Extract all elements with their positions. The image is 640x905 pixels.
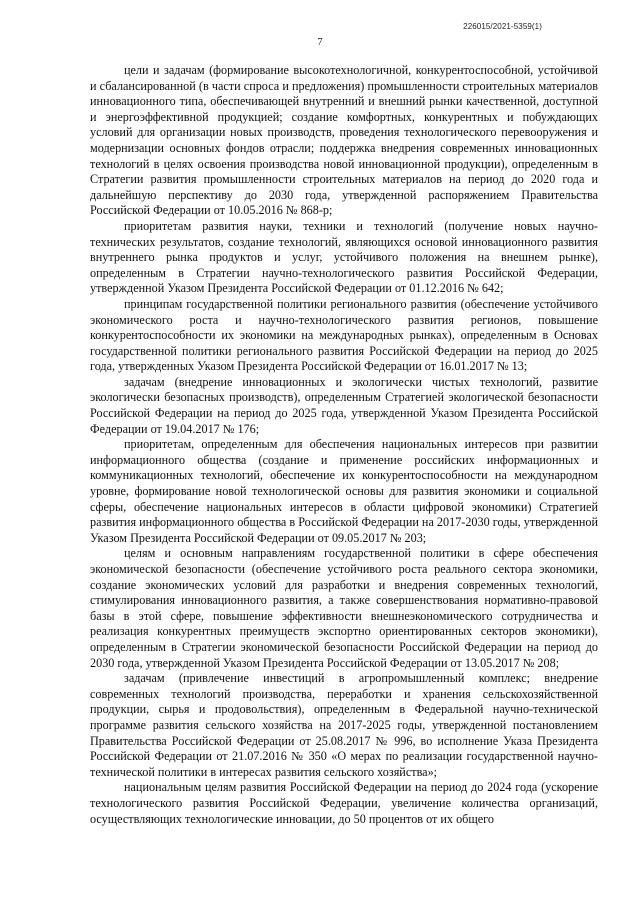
- paragraph-agriculture-program: задачам (привлечение инвестиций в агропромышленный комплекс; внедрение современных технологий производства, переработки и хранения сельскохозяйственной продукции, сырья и продовольствия), определенным в Федеральной научно-технической программе развития сельского хозяйства на 2017-2025 годы, утвержденной постановлением Правительства Российской Федерации от 25.08.2017 № 996, во исполнение Указа Президента Российской Федерации от 21.07.2016 № 350 «О мерах по реализации государственной научно-технической политики в интересах развития сельского хозяйства»;: [90, 671, 598, 779]
- document-id: 226015/2021-5359(1): [463, 22, 542, 31]
- paragraph-economic-security: целям и основным направлениям государственной политики в сфере обеспечения экономической безопасности (обеспечение устойчивого роста реального сектора экономики, создание экономических условий для разработки и внедрения современных технологий, стимулирования инновационного развития, а также совершенствования нормативно-правовой базы в этой сфере, повышение эффективности внешнеэкономического сотрудничества и реализация конкурентных преимуществ экспортно ориентированных секторов экономики), определенным в Стратегии экономической безопасности Российской Федерации на период до 2030 года, утвержденной Указом Президента Российской Федерации от 13.05.2017 № 208;: [90, 546, 598, 670]
- document-body: [90, 63, 598, 827]
- paragraph-science-technology-strategy: приоритетам развития науки, техники и технологий (получение новых научно-технических результатов, создание технологий, являющихся основой инновационного развития внутреннего рынка продуктов и услуг, устойчивого положения на внешнем рынке), определенным в Стратегии научно-технологического развития Российской Федерации, утвержденной Указом Президента Российской Федерации от 01.12.2016 № 642;: [90, 218, 598, 296]
- page-number: 7: [317, 36, 323, 48]
- paragraph-national-goals: национальным целям развития Российской Федерации на период до 2024 года (ускорение технологического развития Российской Федерации, увеличение количества организаций, осуществляющих технологические инновации, до 50 процентов от их общего: [90, 780, 598, 826]
- paragraph-regional-policy: принципам государственной политики регионального развития (обеспечение устойчивого экономического роста и научно-технологического развития регионов, повышение конкурентоспособности их экономики на международных рынках), определенным в Основах государственной политики регионального развития Российской Федерации на период до 2025 года, утвержденных Указом Президента Российской Федерации от 16.01.2017 № 13;: [90, 296, 598, 374]
- paragraph-information-society: приоритетам, определенным для обеспечения национальных интересов при развитии информационного общества (создание и применение российских информационных и коммуникационных технологий, обеспечение их конкурентоспособности на международном уровне, формирование новой технологической основы для развития экономики и социальной сферы, обеспечение национальных интересов в области цифровой экономики) Стратегией развития информационного общества в Российской Федерации на 2017-2030 годы, утвержденной Указом Президента Российской Федерации от 09.05.2017 № 203;: [90, 437, 598, 545]
- paragraph-building-materials-strategy: цели и задачам (формирование высокотехнологичной, конкурентоспособной, устойчивой и сбалансированной (в части спроса и предложения) промышленности строительных материалов инновационного типа, обеспечивающей внутренний и внешний рынки качественной, доступной и энергоэффективной продукцией; создание комфортных, конкурентных и побуждающих условий для организации новых производств, проведения технологического перевооружения и модернизации основных фондов отрасли; поддержка внедрения современных инновационных технологий в целях освоения производства новой инновационной продукции), определенным в Стратегии развития промышленности строительных материалов на период до 2020 года и дальнейшую перспективу до 2030 года, утвержденной распоряжением Правительства Российской Федерации от 10.05.2016 № 868-р;: [90, 63, 598, 218]
- paragraph-ecological-safety: задачам (внедрение инновационных и экологически чистых технологий, развитие экологически безопасных производств), определенным Стратегией экологической безопасности Российской Федерации на период до 2025 года, утвержденной Указом Президента Российской Федерации от 19.04.2017 № 176;: [90, 374, 598, 436]
